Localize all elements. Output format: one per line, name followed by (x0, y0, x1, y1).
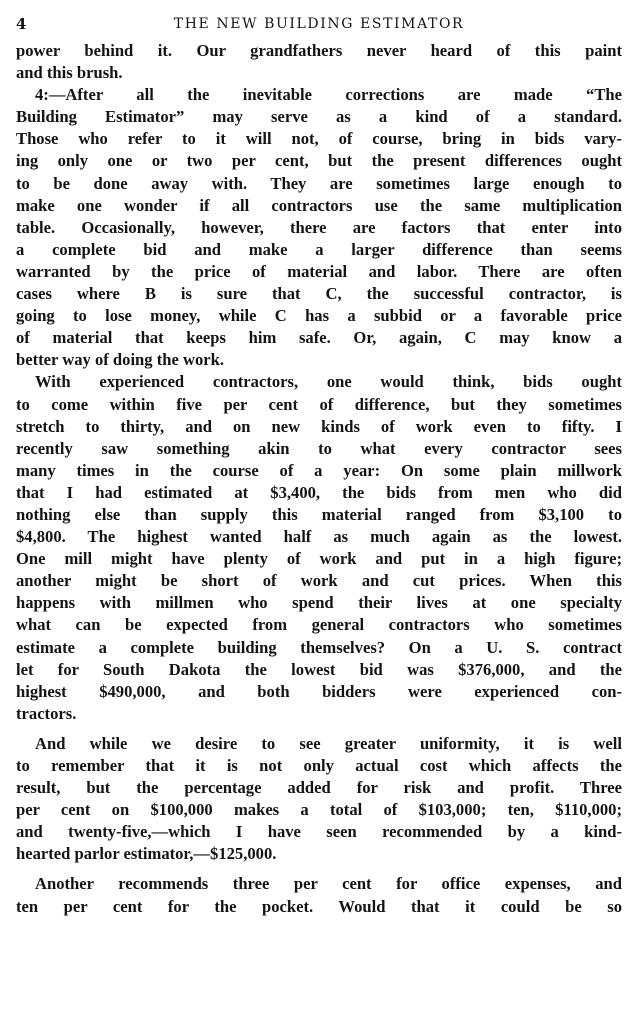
text-line: recently saw something akin to what every contractor sees (16, 438, 622, 458)
text-line: ing only one or two per cent, but the present differences ought (16, 151, 622, 171)
paragraph-continuation (16, 40, 622, 84)
text-line: and this brush. (16, 63, 123, 83)
text-line: ten per cent for the pocket. Would that it could be so (16, 896, 622, 916)
text-line: better way of doing the work. (16, 350, 225, 370)
text-line: power behind it. Our grandfathers never heard of this paint (16, 41, 622, 60)
text-line: cases where B is sure that C, the successful contractor, is (16, 284, 622, 304)
text-line: a complete bid and make a larger difference than seems (16, 239, 622, 259)
text-line: result, but the percentage added for risk and profit. Three (16, 778, 622, 798)
text-line: nothing else than supply this material ranged from $3,100 to (16, 504, 622, 524)
text-line: estimate a complete building themselves? On a U. S. contract (16, 637, 622, 657)
text-line: hearted parlor estimator,—$125,000. (16, 844, 277, 864)
text-line: and twenty-five,—which I have seen recommended by a kind- (16, 822, 622, 842)
text-line: And while we desire to see greater uniformity, it is well (35, 733, 622, 753)
text-line: highest $490,000, and both bidders were experienced con- (16, 681, 622, 701)
text-line: to remember that it is not only actual cost which affects the (16, 756, 622, 775)
text-line: happens with millmen who spend their lives at one specialty (16, 593, 622, 613)
text-line: 4:—After all the inevitable corrections are made “The (35, 85, 622, 105)
text-line: that I had estimated at $3,400, the bids from men who did (16, 482, 622, 502)
page-number: 4 (16, 15, 27, 33)
body-text (16, 40, 622, 918)
running-head: THE NEW BUILDING ESTIMATOR (173, 16, 465, 32)
text-line: One mill might have plenty of work and put in a high figure; (16, 549, 622, 569)
paragraph-uniformity (16, 733, 622, 866)
text-line: going to lose money, while C has a subbid or a favorable price (16, 306, 622, 326)
paragraph-experienced-contractors (16, 371, 622, 725)
text-line: another might be short of work and cut prices. When this (16, 571, 622, 591)
paragraph-office-expenses (16, 873, 622, 917)
text-line: let for South Dakota the lowest bid was $376,000, and the (16, 659, 622, 679)
text-line: to come within five per cent of difference, but they sometimes (16, 394, 622, 414)
text-line: per cent on $100,000 makes a total of $103,000; ten, $110,000; (16, 800, 622, 820)
text-line: of material that keeps him safe. Or, again, C may know a (16, 328, 622, 348)
text-line: Those who refer to it will not, of course, bring in bids vary- (16, 129, 622, 149)
text-line: table. Occasionally, however, there are factors that enter into (16, 217, 622, 237)
text-line: stretch to thirty, and on new kinds of work even to fifty. I (16, 416, 622, 436)
text-line: to be done away with. They are sometimes large enough to (16, 173, 622, 193)
text-line: Another recommends three per cent for office expenses, and (35, 874, 622, 894)
text-line: many times in the course of a year: On some plain millwork (16, 460, 622, 480)
page-header (16, 14, 622, 38)
text-line: Building Estimator” may serve as a kind of a standard. (16, 107, 622, 127)
paragraph-standard (16, 84, 622, 371)
text-line: tractors. (16, 703, 77, 723)
text-line: With experienced contractors, one would think, bids ought (35, 372, 622, 392)
text-line: what can be expected from general contractors who sometimes (16, 615, 622, 635)
text-line: warranted by the price of material and labor. There are often (16, 261, 622, 281)
text-line: $4,800. The highest wanted half as much again as the lowest. (16, 527, 622, 547)
text-line: make one wonder if all contractors use the same multiplication (16, 195, 622, 215)
